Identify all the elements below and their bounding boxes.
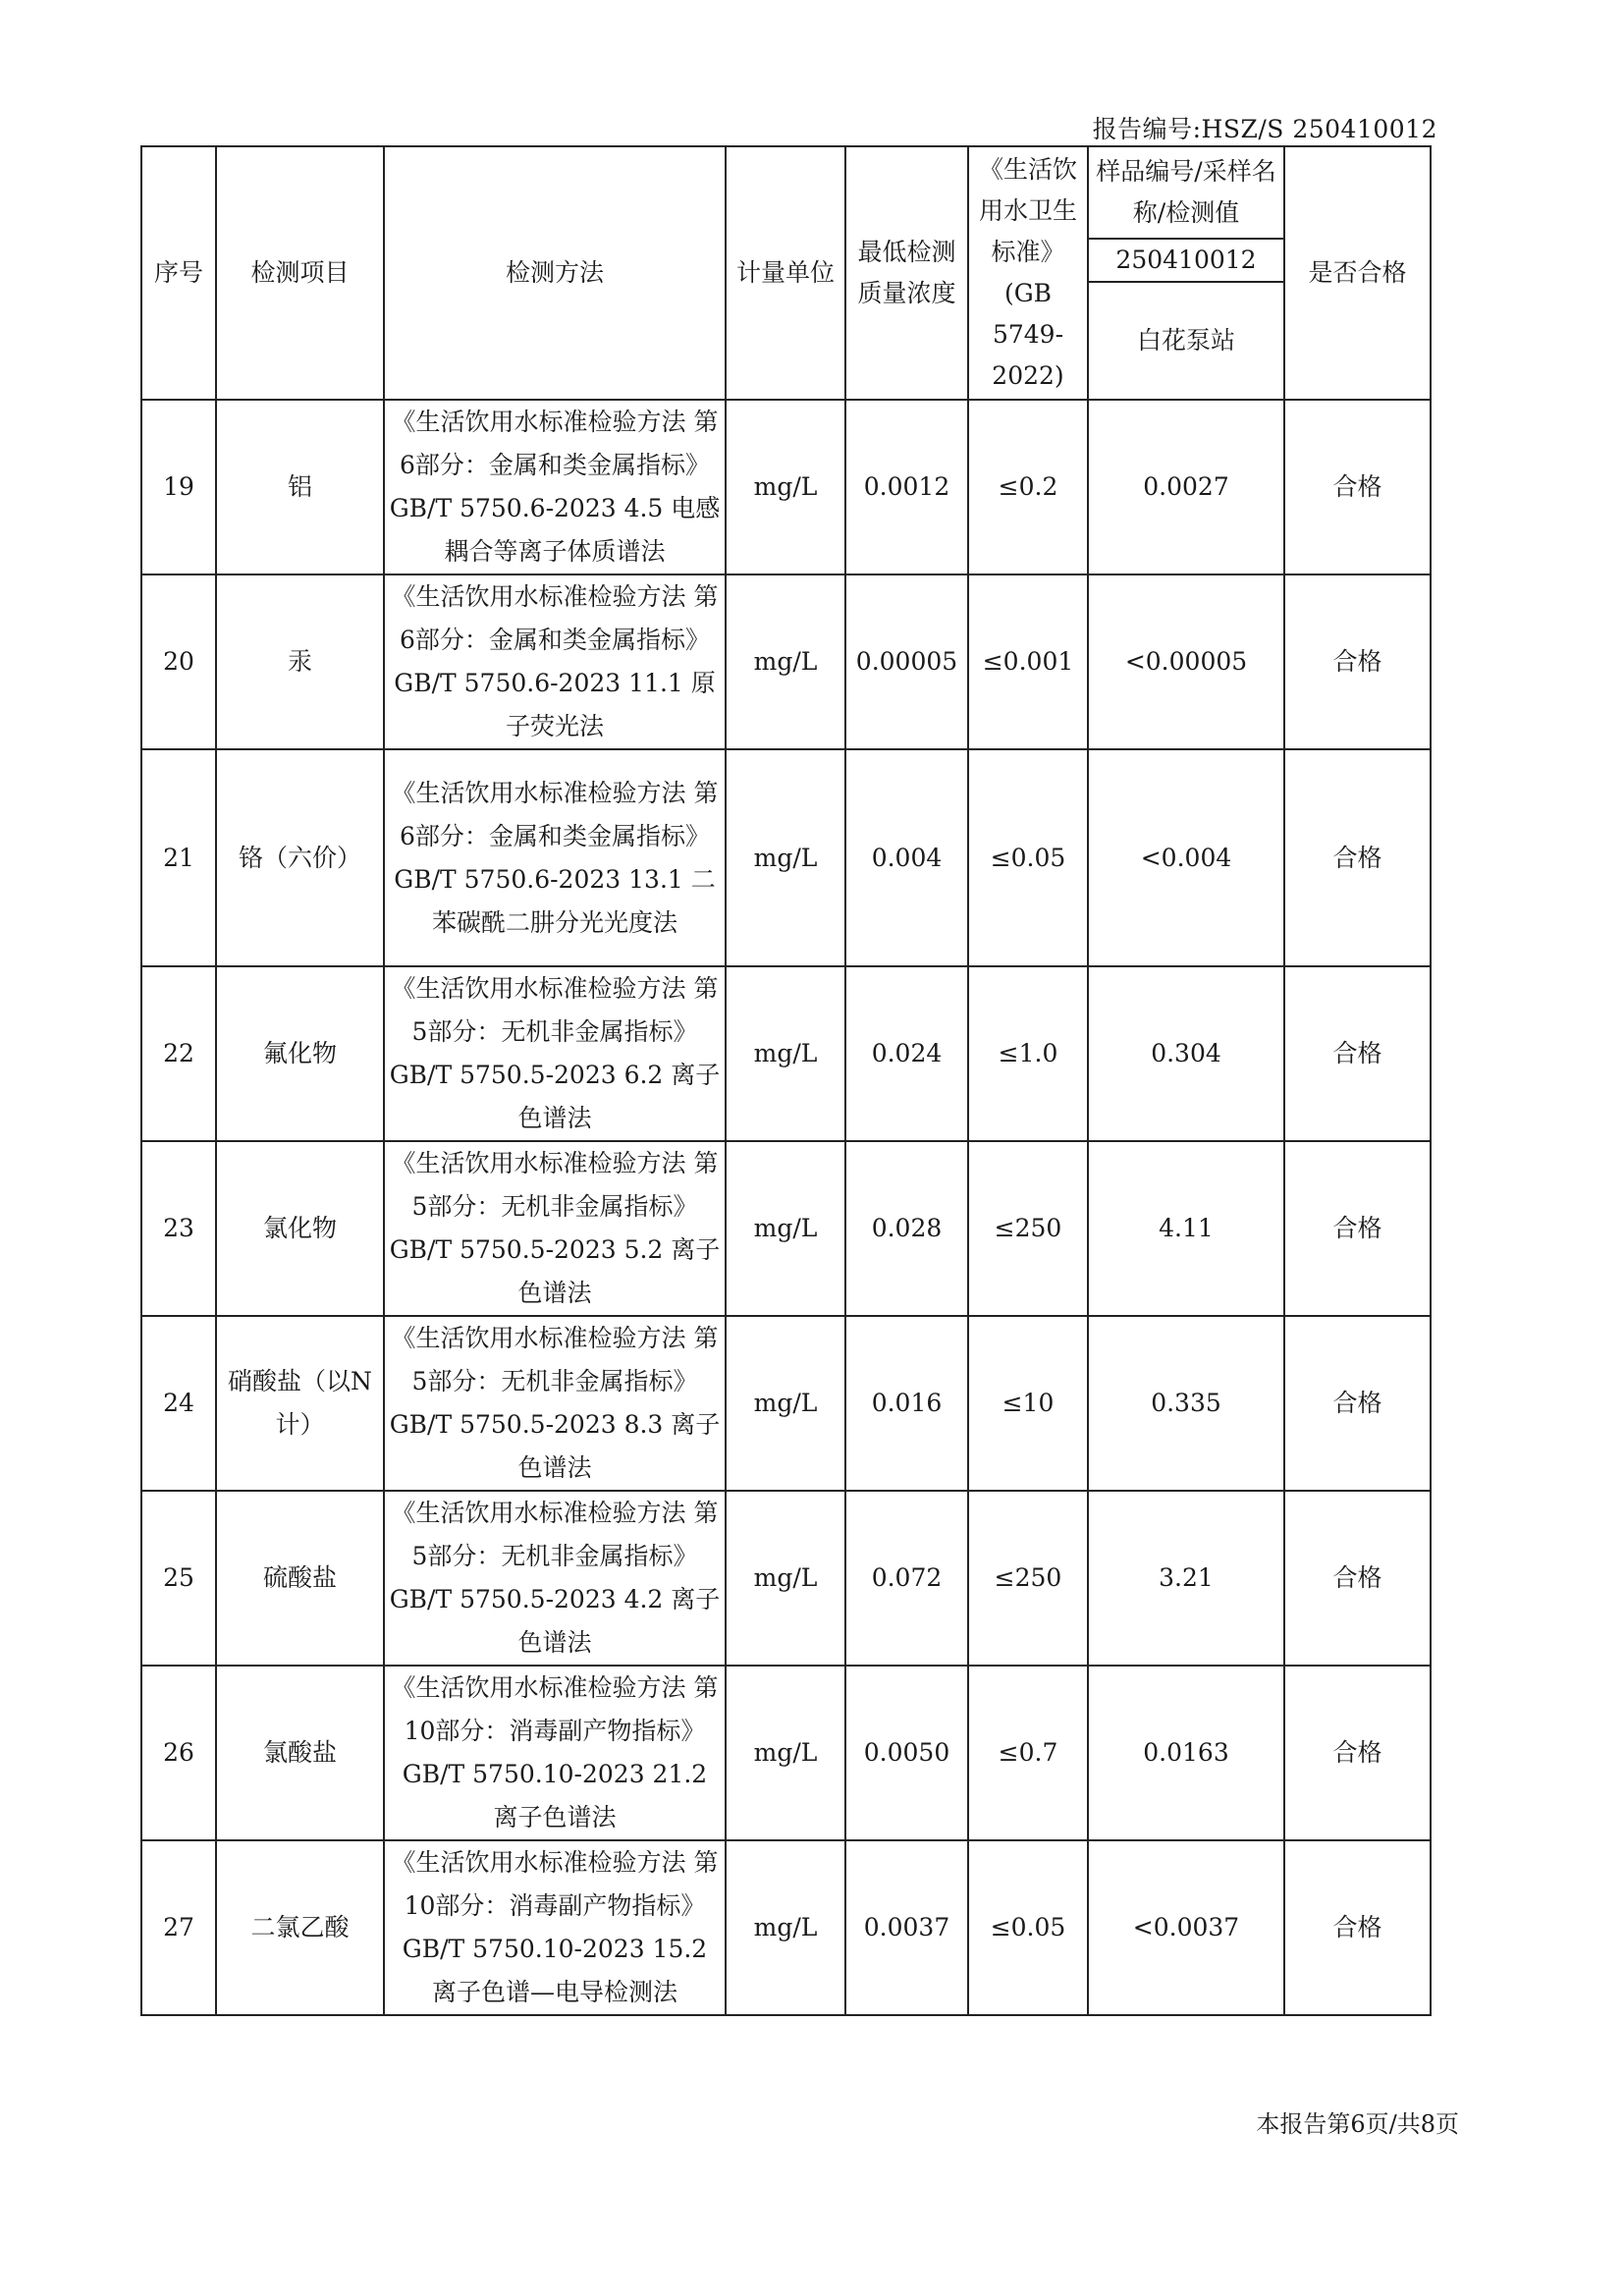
cell-qualified: 合格 (1284, 966, 1431, 1141)
cell-item: 硝酸盐（以N计） (216, 1316, 384, 1491)
cell-qualified: 合格 (1284, 1141, 1431, 1316)
cell-item: 铬（六价） (216, 749, 384, 966)
cell-limit: ≤0.05 (968, 1840, 1088, 2015)
cell-unit: mg/L (726, 749, 845, 966)
cell-seq: 27 (141, 1840, 216, 2015)
cell-unit: mg/L (726, 1316, 845, 1491)
cell-item: 氯酸盐 (216, 1666, 384, 1840)
cell-limit: ≤250 (968, 1141, 1088, 1316)
cell-seq: 19 (141, 400, 216, 574)
cell-unit: mg/L (726, 1666, 845, 1840)
cell-min-conc: 0.0050 (845, 1666, 968, 1840)
cell-limit: ≤0.7 (968, 1666, 1088, 1840)
cell-seq: 24 (141, 1316, 216, 1491)
page-footer: 本报告第6页/共8页 (1256, 2110, 1459, 2138)
cell-qualified: 合格 (1284, 400, 1431, 574)
cell-qualified: 合格 (1284, 1840, 1431, 2015)
cell-value: <0.00005 (1088, 574, 1284, 749)
cell-min-conc: 0.0037 (845, 1840, 968, 2015)
cell-value: 0.304 (1088, 966, 1284, 1141)
header-qualified: 是否合格 (1284, 146, 1431, 400)
header-sample-group: 样品编号/采样名称/检测值 (1088, 146, 1284, 239)
table-row (141, 1491, 1431, 1666)
cell-seq: 22 (141, 966, 216, 1141)
cell-min-conc: 0.016 (845, 1316, 968, 1491)
table-row (141, 749, 1431, 966)
cell-method: 《生活饮用水标准检验方法 第10部分：消毒副产物指标》GB/T 5750.10-2023 15.2 离子色谱—电导检测法 (384, 1840, 726, 2015)
cell-min-conc: 0.004 (845, 749, 968, 966)
cell-seq: 25 (141, 1491, 216, 1666)
cell-method: 《生活饮用水标准检验方法 第6部分：金属和类金属指标》GB/T 5750.6-2023 4.5 电感耦合等离子体质谱法 (384, 400, 726, 574)
table-row (141, 574, 1431, 749)
cell-method: 《生活饮用水标准检验方法 第10部分：消毒副产物指标》GB/T 5750.10-2023 21.2 离子色谱法 (384, 1666, 726, 1840)
table-row (141, 966, 1431, 1141)
cell-seq: 26 (141, 1666, 216, 1840)
cell-limit: ≤10 (968, 1316, 1088, 1491)
cell-limit: ≤250 (968, 1491, 1088, 1666)
cell-seq: 23 (141, 1141, 216, 1316)
cell-value: 4.11 (1088, 1141, 1284, 1316)
cell-unit: mg/L (726, 574, 845, 749)
header-min-conc: 最低检测质量浓度 (845, 146, 968, 400)
cell-min-conc: 0.024 (845, 966, 968, 1141)
cell-item: 铝 (216, 400, 384, 574)
cell-method: 《生活饮用水标准检验方法 第5部分：无机非金属指标》GB/T 5750.5-2023 6.2 离子色谱法 (384, 966, 726, 1141)
cell-value: <0.004 (1088, 749, 1284, 966)
cell-limit: ≤1.0 (968, 966, 1088, 1141)
cell-min-conc: 0.00005 (845, 574, 968, 749)
cell-seq: 21 (141, 749, 216, 966)
cell-unit: mg/L (726, 1840, 845, 2015)
cell-unit: mg/L (726, 1141, 845, 1316)
cell-method: 《生活饮用水标准检验方法 第6部分：金属和类金属指标》GB/T 5750.6-2023 13.1 二苯碳酰二肼分光光度法 (384, 749, 726, 966)
cell-value: <0.0037 (1088, 1840, 1284, 2015)
cell-min-conc: 0.0012 (845, 400, 968, 574)
cell-unit: mg/L (726, 966, 845, 1141)
cell-qualified: 合格 (1284, 749, 1431, 966)
cell-value: 0.0163 (1088, 1666, 1284, 1840)
header-sample-name: 白花泵站 (1088, 282, 1284, 400)
cell-item: 二氯乙酸 (216, 1840, 384, 2015)
cell-value: 3.21 (1088, 1491, 1284, 1666)
table-row (141, 1666, 1431, 1840)
cell-qualified: 合格 (1284, 1666, 1431, 1840)
cell-qualified: 合格 (1284, 1316, 1431, 1491)
cell-method: 《生活饮用水标准检验方法 第5部分：无机非金属指标》GB/T 5750.5-2023 8.3 离子色谱法 (384, 1316, 726, 1491)
cell-unit: mg/L (726, 400, 845, 574)
table-row (141, 1840, 1431, 2015)
cell-item: 硫酸盐 (216, 1491, 384, 1666)
cell-item: 氯化物 (216, 1141, 384, 1316)
table-row (141, 1141, 1431, 1316)
cell-min-conc: 0.072 (845, 1491, 968, 1666)
cell-limit: ≤0.001 (968, 574, 1088, 749)
table-row (141, 1316, 1431, 1491)
header-method: 检测方法 (384, 146, 726, 400)
cell-method: 《生活饮用水标准检验方法 第6部分：金属和类金属指标》GB/T 5750.6-2023 11.1 原子荧光法 (384, 574, 726, 749)
cell-value: 0.335 (1088, 1316, 1284, 1491)
report-number: 报告编号:HSZ/S 250410012 (1092, 115, 1437, 143)
header-sample-id: 250410012 (1088, 239, 1284, 282)
cell-limit: ≤0.2 (968, 400, 1088, 574)
cell-qualified: 合格 (1284, 1491, 1431, 1666)
header-standard: 《生活饮用水卫生标准》(GB 5749-2022) (968, 146, 1088, 400)
header-unit: 计量单位 (726, 146, 845, 400)
cell-qualified: 合格 (1284, 574, 1431, 749)
cell-item: 氟化物 (216, 966, 384, 1141)
cell-method: 《生活饮用水标准检验方法 第5部分：无机非金属指标》GB/T 5750.5-2023 4.2 离子色谱法 (384, 1491, 726, 1666)
cell-item: 汞 (216, 574, 384, 749)
header-seq: 序号 (141, 146, 216, 400)
cell-value: 0.0027 (1088, 400, 1284, 574)
cell-seq: 20 (141, 574, 216, 749)
cell-method: 《生活饮用水标准检验方法 第5部分：无机非金属指标》GB/T 5750.5-2023 5.2 离子色谱法 (384, 1141, 726, 1316)
table-row (141, 400, 1431, 574)
results-table (140, 145, 1432, 2016)
header-item: 检测项目 (216, 146, 384, 400)
cell-limit: ≤0.05 (968, 749, 1088, 966)
cell-unit: mg/L (726, 1491, 845, 1666)
cell-min-conc: 0.028 (845, 1141, 968, 1316)
